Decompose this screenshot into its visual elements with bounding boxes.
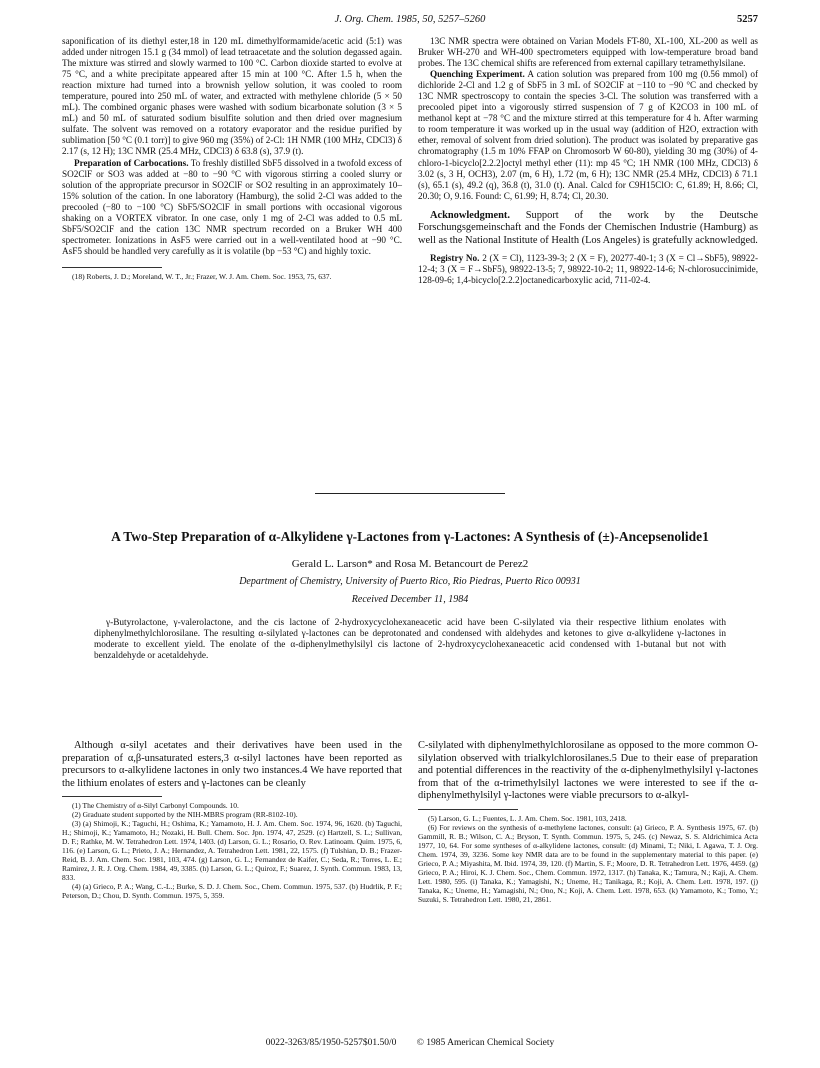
- article-separator: [315, 493, 505, 494]
- copyright: © 1985 American Chemical Society: [416, 1038, 555, 1048]
- abstract-text: γ-Butyrolactone, γ-valerolactone, and the cis lactone of 2-hydroxycyclohexaneacetic acid have been C-silylated via their respective lithium enolates with diphenylmethylchlorosilane. The resulting α-silylated γ-lactones can be deprotonated and condensed with aldehydes and ketones to give α-alkylidene γ-lactones in moderate to excellent yield. The enolate of the α-diphenylmethylsilyl cis lactone of 2-hydroxycyclohexaneacetic acid condensed with 1-butanal but not with benzaldehyde or acetaldehyde.: [94, 618, 726, 662]
- paragraph-saponification: saponification of its diethyl ester,18 in 120 mL dimethylformamide/acetic acid (5:1) was added under nitrogen 15.1 g (34 mmol) of lead tetraacetate and the solution degassed again. The mixture was stirred and slowly warmed to 100 °C. Carbon dioxide started to evolve at 75 °C, and a white precipitate appeared after 15 min at 100 °C. After 1.5 h, when the reaction mixture had turned into a brownish yellow solution, it was cooled to room temperature, poured into 250 mL of water, and extracted with methylene chloride (5 × 50 mL). The combined organic phases were washed with sodium bicarbonate solution (3 × 5 mL) and 50 mL of saturated sodium bisulfite solution and then dried over magnesium sulfate. The solvent was removed on a rotatory evaporator and the residue purified by sublimation [50 °C (0.1 torr)] to give 960 mg (35%) of 2-Cl: 1H NMR (100 MHz, CDCl3) δ 2.17 (s, 12 H); 13C NMR (25.4 MHz, CDCl3) δ 63.8 (s), 37.9 (t).: [62, 36, 403, 157]
- footnote-1: (1) The Chemistry of α-Silyl Carbonyl Compounds. 10.: [72, 801, 239, 811]
- footnote-rule: [418, 809, 518, 810]
- footnote-rule: [62, 796, 162, 797]
- footnotes-bottom-left: [62, 801, 402, 900]
- footnote-2: (2) Graduate student supported by the NIH-MBRS program (RR-8102-10).: [72, 810, 298, 820]
- footnote-4: (4) (a) Grieco, P. A.; Wang, C.-L.; Burke, S. D. J. Chem. Soc., Chem. Commun. 1975, 537. (b) Hudrlik, P. F.; Peterson, D.; Chou, D. Synth. Commun. 1975, 5, 359.: [62, 882, 402, 901]
- bottom-left-column: [62, 740, 402, 904]
- top-right-column: [418, 36, 758, 286]
- registry-heading: Registry No.: [430, 252, 480, 263]
- journal-citation: J. Org. Chem. 1985, 50, 5257–5260: [334, 14, 486, 25]
- paragraph-body: A cation solution was prepared from 100 mg (0.56 mmol) of dichloride 2-Cl and 1.2 g of SbF5 in 3 mL of SO2ClF at −110 to −90 °C and checked by 13C NMR spectroscopy to contain the species 3-Cl. The solution was transferred with a precooled pipet into a vigorously stirred suspension of 7 g of K2CO3 in 100 mL of methanol kept at −78 °C and the mixture stirred at this temperature for 4 h. After warming to room temperature it was worked up in the usual way (addition of H2O, extraction with ether, removal of solvent from dried solution). The product was isolated by preparative gas chromatography (1.5 m 10% FFAP on Chromosorb W 60-80), yielding 30 mg (30%) of 4-chloro-1-bicyclo[2.2.2]octyl methyl ether (11): mp 45 °C; 1H NMR (100 MHz, CDCl3) δ 3.02 (s, 3 H, OCH3), 2.07 (m, 6 H), 1.72 (m, 6 H); 13C NMR (25.4 MHz, CDCl3) δ 71.1 (s), 65.1 (s), 49.2 (q), 36.8 (t), 31.0 (t). Anal. Calcd for C9H15ClO: C, 61.89; H, 8.66; Cl, 20.30; O, 9.16. Found: C, 61.99; H, 8.74; Cl, 20.30.: [418, 69, 759, 201]
- registry-numbers: [418, 253, 758, 286]
- paragraph-body: To freshly distilled SbF5 dissolved in a twofold excess of SO2ClF or SO3 was added at −80 to −90 °C with vigorous stirring a cooled slurry or solution of the appropriate precursor in SO2ClF or SO2 resulting in an approximately 10–15% solution of the cation. In one laboratory (Hamburg), the solid 2-Cl was added to the precooled (−80 to −100 °C) SbF5/SO2ClF in small portions with occasional vigorous shaking on a VORTEX vibrator. In one case, only 1 mg of 2-Cl was added to 0.5 mL SbF5/SO2ClF and the cation 13C NMR spectrum recorded on a Bruker WH 400 spectrometer. Ionizations in AsF5 were carried out in a well-ventilated hood at −90 °C. AsF5 should be handled very carefully as it is volatile (bp −53 °C) and highly toxic.: [62, 157, 402, 256]
- registry-body: 2 (X = Cl), 1123-39-3; 2 (X = F), 20277-40-1; 3 (X = Cl→SbF5), 98922-12-4; 3 (X = F→SbF5), 98922-13-5; 7, 98922-10-2; 11, 98922-14-6; N-chlorosuccinimide, 128-09-6; 1,4-bicyclo[2.2.2]octanedicarboxylic acid, 711-02-4.: [418, 252, 759, 286]
- footnote-6: (6) For reviews on the synthesis of α-methylene lactones, consult: (a) Grieco, P. A. Synthesis 1975, 67. (b) Gammill, R. B.; Wilson, C. A.; Bryson, T. Synth. Commun. 1975, 5, 245. (c) Newaz, S. S. Aldrichimica Acta 1977, 10, 64. For some syntheses of α-alkylidene lactones, consult: (d) Minami, T.; Niki, I. Agawa, T. J. Org. Chem. 1974, 39, 3236. Some key NMR data are to be found in the supplementary material to this paper. (e) Grieco, P. A.; Miyashita, M. Ibid. 1974, 39, 120. (f) Martin, S. F.; Moore, D. R. Tetrahedron Lett. 1976, 4459. (g) Grieco, P. A.; Hiroi, K. J. Chem. Soc., Chem. Commun. 1972, 1317. (h) Tanaka, K.; Tamura, N.; Kaji, A. Chem. Lett. 1980, 595. (i) Tanaka, K.; Yamagishi, N.; Uneme, H.; Tanikaga, R.; Koji, A. Chem. Lett. 1978, 197. (j) Tanaka, K.; Uneme, H.; Yamagishi, N.; Ono, N.; Koji, A. Chem. Lett. 1978, 653. (k) Yamamoto, K.; Tomo, Y.; Suzuki, S. Tetrahedron Lett. 1980, 21, 2861.: [418, 822, 758, 904]
- paragraph-nmr-spectra: 13C NMR spectra were obtained on Varian Models FT-80, XL-100, XL-200 as well as Bruker WH-270 and WH-400 spectrometers equipped with low-temperature broad band probes. The 13C chemical shifts are referenced from external capillary tetramethylsilane.: [418, 36, 758, 69]
- paragraph-intro: Although α-silyl acetates and their derivatives have been used in the preparation of α,β-unsaturated esters,3 α-silyl lactones have been reported as precursors to α-alkylidene lactones in only two instances.4 We have reported that the lithium enolates of esters and γ-lactones can be cleanly: [62, 740, 402, 789]
- article-authors: Gerald L. Larson* and Rosa M. Betancourt de Perez2: [291, 558, 529, 570]
- page-footer: [62, 1038, 758, 1048]
- received-date: Received December 11, 1984: [351, 594, 469, 605]
- run-in-heading: Preparation of Carbocations.: [74, 157, 189, 168]
- footnote-18: (18) Roberts, J. D.; Moreland, W. T., Jr.; Frazer, W. J. Am. Chem. Soc. 1953, 75, 637.: [72, 271, 332, 281]
- footnotes-bottom-right: [418, 814, 758, 904]
- ack-body: Support of the work by the Deutsche Forschungsgemeinschaft and the Fonds der Chemischen Industrie (Hamburg) as well as the National Institute of Health (Los Angeles) is gratefully acknowledged.: [418, 209, 758, 246]
- running-header: [62, 14, 758, 30]
- acknowledgment: [418, 210, 758, 247]
- article-header: [62, 527, 758, 662]
- experimental-section: [62, 36, 758, 286]
- article-title: A Two-Step Preparation of α-Alkylidene γ-Lactones from γ-Lactones: A Synthesis of (±)-Ancepsenolide1: [111, 529, 709, 544]
- footnote-3: (3) (a) Shimoji, K.; Taguchi, H.; Oshima, K.; Yamamoto, H. J. Am. Chem. Soc. 1974, 96, 1620. (b) Taguchi, H.; Shimoji, K.; Yamamoto, H.; Nozaki, H. Bull. Chem. Soc. Jpn. 1974, 47, 2529. (c) Hartzell, S. L.; Sullivan, D. F.; Rathke, M. W. Tetrahedron Lett. 1974, 1403. (d) Larson, G. L.; Rosario, O. Rev. Latinoam. Quim. 1975, 6, 116. (e) Larson, G. L.; Prieto, J. A.; Hernandez, A. Tetrahedron Lett. 1981, 22, 1575. (f) Tulshian, D. B.; Frazer-Reid, B. J. Am. Chem. Soc. 1981, 103, 474. (g) Larson, G. L.; Fernandez de Kaifer, C.; Seda, R.; Torres, L. E.; Ramirez, J. R. J. Org. Chem. 1984, 49, 3385. (h) Larson, G. L.; Quiroz, F.; Suarez, J. Synth. Commun. 1983, 13, 833.: [62, 819, 402, 883]
- issn-code: 0022-3263/85/1950-5257$01.50/0: [265, 1038, 397, 1048]
- footnote-rule: [62, 267, 162, 268]
- paragraph-intro-continued: C-silylated with diphenylmethylchlorosilane as opposed to the more common O-silylation observed with trialkylchlorosilanes.5 Due to their ease of preparation and potential differences in the reactivity of the α-diphenylmethylsilyl γ-lactones from that of the α-trimethylsilyl lactones we were interested to see if the α-diphenylmethylsilyl γ-lactones were viable precursors to α-alkyl-: [418, 740, 758, 802]
- paragraph-carbocations: [62, 158, 402, 257]
- ack-heading: Acknowledgment.: [430, 209, 510, 221]
- paragraph-quenching: [418, 69, 758, 202]
- footnote-5: (5) Larson, G. L.; Fuentes, L. J. Am. Chem. Soc. 1981, 103, 2418.: [428, 813, 627, 823]
- bottom-right-column: [418, 740, 758, 904]
- page-number: 5257: [737, 14, 758, 25]
- top-left-column: [62, 36, 402, 286]
- introduction-section: [62, 740, 758, 904]
- run-in-heading: Quenching Experiment.: [430, 69, 525, 80]
- article-affiliation: Department of Chemistry, University of Puerto Rico, Rio Piedras, Puerto Rico 00931: [239, 576, 581, 587]
- abstract: [94, 618, 726, 662]
- footnotes-top-left: [62, 272, 402, 281]
